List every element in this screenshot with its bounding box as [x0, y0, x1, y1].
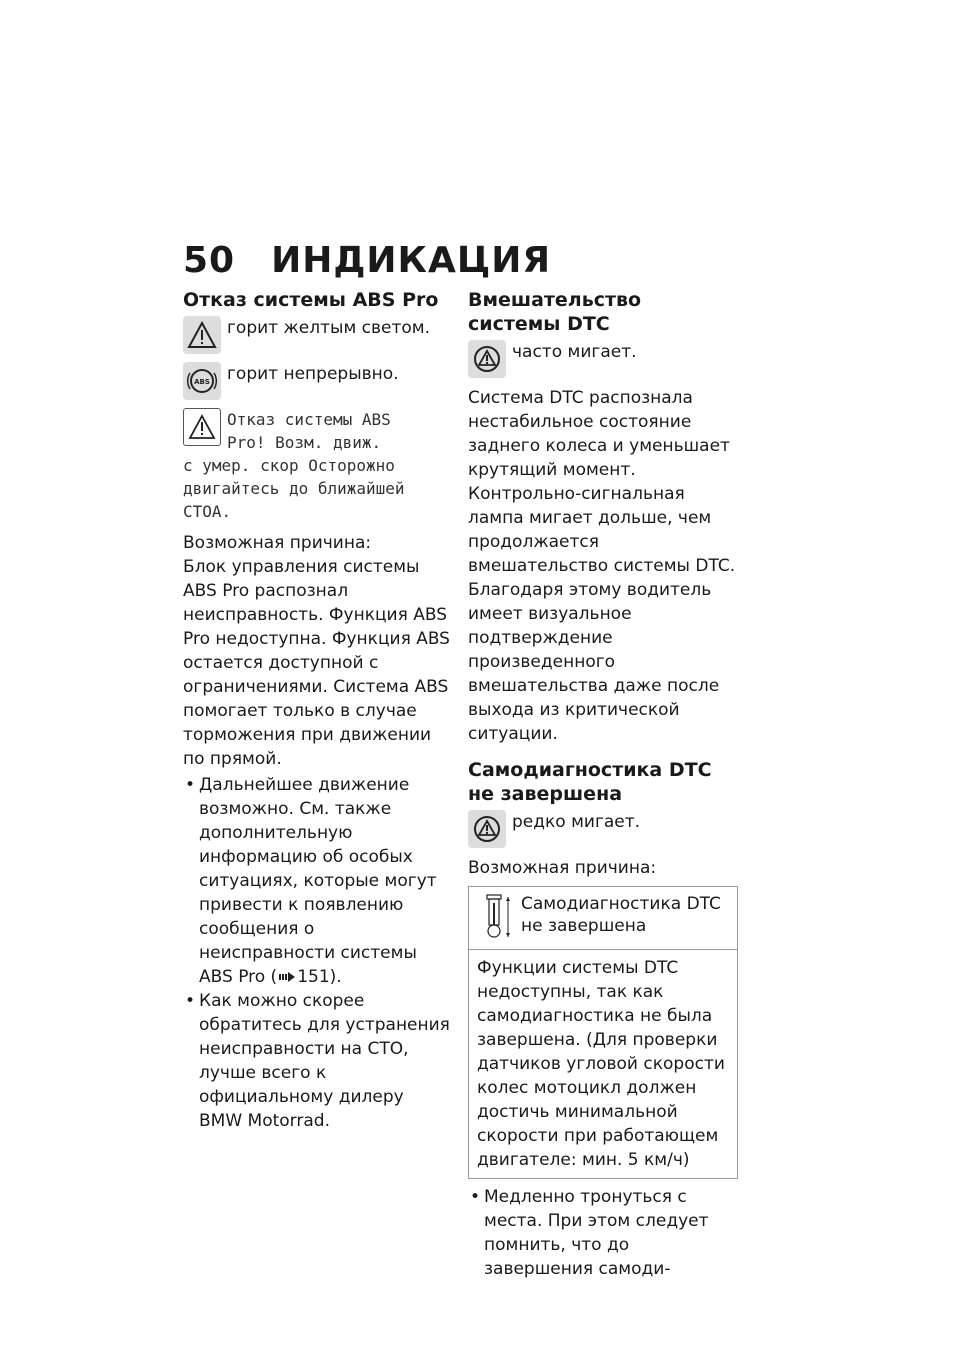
- page-reference-arrow-icon: [279, 972, 295, 982]
- page-header: [183, 240, 551, 281]
- cause-text: Блок управления системы ABS Pro распознал неисправность. Функция ABS Pro недоступна. Функция ABS остается доступной с ограничениями. Система ABS помогает только в случае торможения при движении по прямой.: [183, 557, 450, 769]
- dtc-indicator-icon: [468, 340, 506, 378]
- warning-triangle-icon: [183, 316, 221, 354]
- abs-pro-failure-heading: Отказ системы ABS Pro: [183, 289, 439, 311]
- page-title: ИНДИКАЦИЯ: [271, 240, 552, 281]
- table-header-text: Самодиагностика DTC не завершена: [521, 894, 721, 936]
- abs-indicator-row-1: [183, 316, 451, 354]
- indicator-text: горит желтым светом.: [227, 318, 431, 338]
- abs-indicator-icon: [183, 362, 221, 400]
- list-item: • Как можно скорее обратитесь для устранения неисправности на СТО, лучше всего к официальному дилеру BMW Motorrad.: [183, 989, 451, 1133]
- indicator-text: редко мигает.: [512, 812, 641, 832]
- speed-gauge-icon: [477, 893, 511, 941]
- left-bullet-list: [183, 773, 451, 1133]
- right-column: [468, 288, 738, 1281]
- display-line-rest: с умер. скор Осторожно двигайтесь до ближайшей СТОА.: [183, 456, 405, 521]
- abs-indicator-row-2: [183, 362, 451, 400]
- display-line-1: Отказ системы ABS: [227, 410, 391, 429]
- cause-label: Возможная причина:: [468, 858, 657, 878]
- indicator-text: часто мигает.: [512, 342, 637, 362]
- svg-text:ABS: ABS: [194, 378, 210, 386]
- left-column: [183, 288, 451, 1133]
- table-header: [469, 887, 737, 950]
- dtc-indicator-icon: [468, 810, 506, 848]
- right-bullet-list: [468, 1185, 738, 1281]
- dtc-selfdiag-heading: Самодиагностика DTC не завершена: [468, 759, 712, 805]
- list-item: • Дальнейшее движение возможно. См. также дополнительную информацию об особых ситуациях, которые могут привести к появлению сообщения о неисправности системы ABS Pro ( 151).: [183, 773, 451, 989]
- list-item: • Медленно тронуться с места. При этом следует помнить, что до завершения самоди-: [468, 1185, 738, 1281]
- dtc-indicator-row-1: [468, 340, 738, 378]
- page-reference[interactable]: 151).: [297, 967, 342, 987]
- dtc-body-text: Система DTC распознала нестабильное состояние заднего колеса и уменьшает крутящий момент. Контрольно-сигнальная лампа мигает дольше, чем продолжается вмешательство системы DTC. Благодаря этому водитель имеет визуальное подтверждение произведенного вмешательства даже после выхода из критической ситуации.: [468, 388, 736, 744]
- display-message: [183, 408, 451, 523]
- page-number: 50: [183, 240, 236, 281]
- table-body-text: Функции системы DTC недоступны, так как самодиагностика не была завершена. (Для проверки датчиков угловой скорости колес мотоцикл должен достичь минимальной скорости при работающем двигателе: мин. 5 км/ч): [477, 958, 725, 1170]
- cause-label: Возможная причина:: [183, 533, 372, 553]
- indicator-text: горит непрерывно.: [227, 364, 399, 384]
- dtc-indicator-row-2: [468, 810, 738, 848]
- cause-table: [468, 886, 738, 1179]
- dtc-intervention-heading: Вмешательство системы DTC: [468, 289, 642, 335]
- warning-triangle-icon: [183, 408, 221, 446]
- display-line-2: Pro! Возм. движ.: [227, 433, 382, 452]
